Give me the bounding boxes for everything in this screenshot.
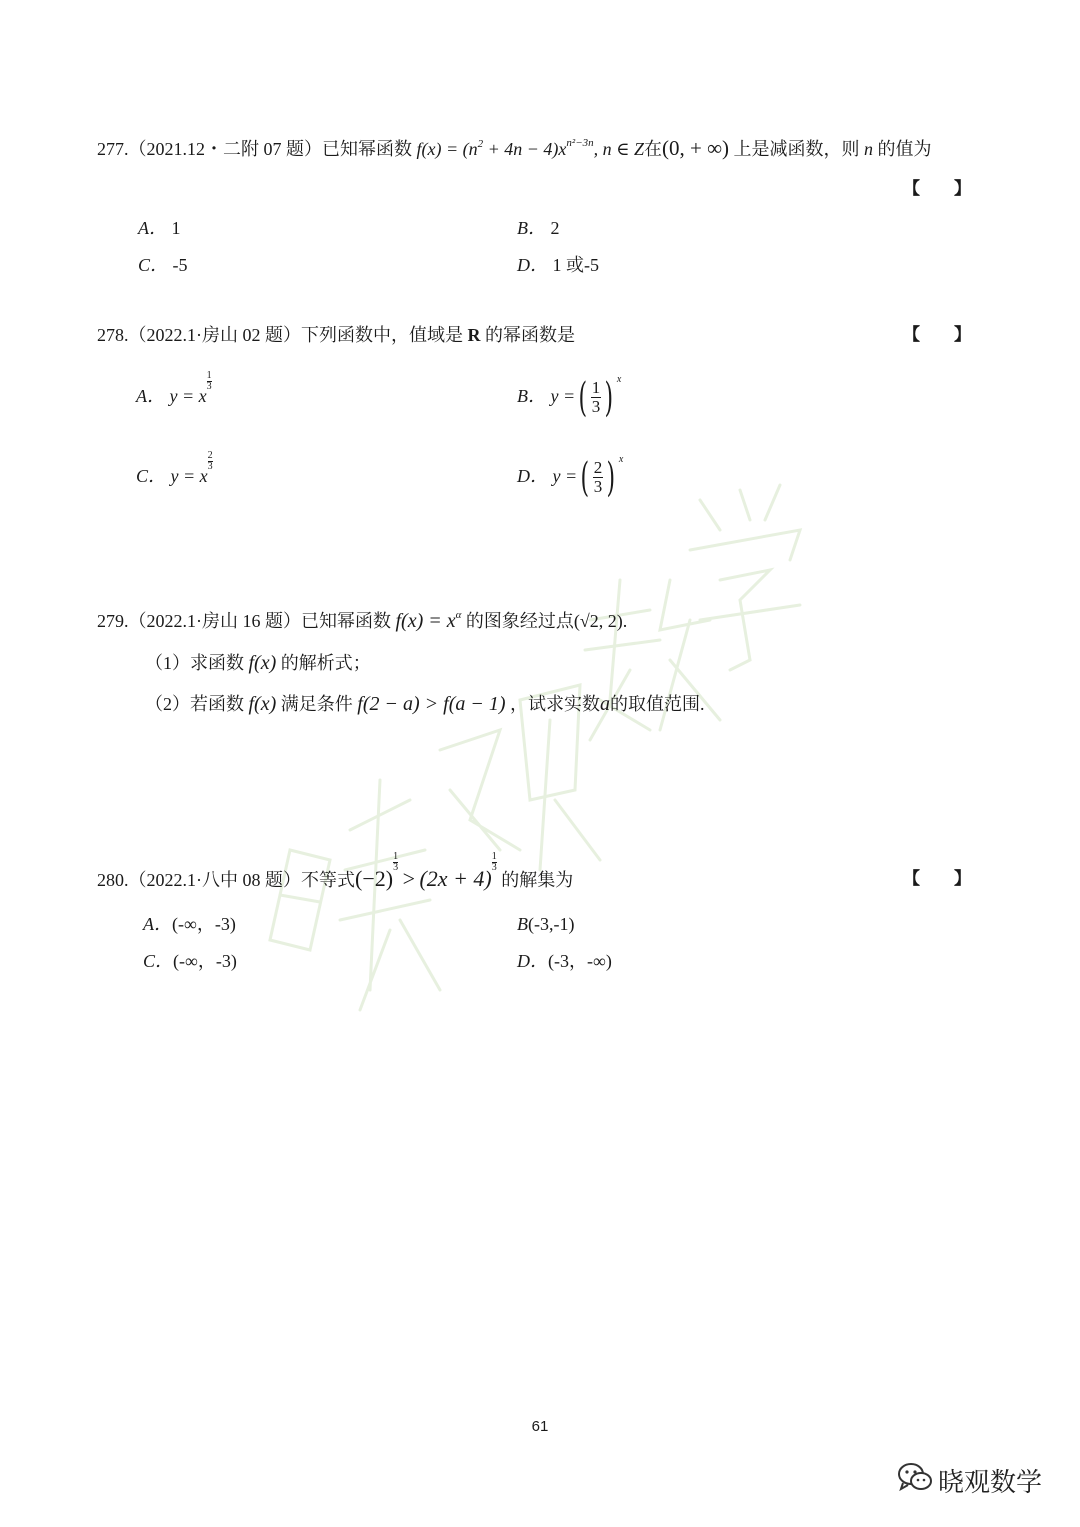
option-a: A．(-∞，-3) bbox=[143, 914, 236, 934]
stem-text: 的值为 bbox=[877, 139, 932, 159]
question-source: （2022.1·房山 16 题） bbox=[128, 611, 301, 631]
question-280-stem: 280.（2022.1·八中 08 题）不等式(−2) $\frac{1}{3}$ > (2x + 4) $\frac{1}{3}$ 的解集为 bbox=[97, 851, 574, 891]
option-d: D． 1 或-5 bbox=[517, 255, 599, 275]
option-d: D． y =( $\frac{2}{3}$ ) $^x$ bbox=[517, 454, 624, 501]
exponent: n²−3n bbox=[566, 137, 594, 149]
interval: (0, + ∞) bbox=[661, 136, 730, 160]
option-c: C． -5 bbox=[138, 255, 188, 275]
stem-text: 已知幂函数 bbox=[301, 611, 391, 631]
option-c: C． y = x $\frac{2}{3}$ bbox=[136, 450, 213, 486]
page-number: 61 bbox=[531, 1418, 549, 1435]
wechat-icon bbox=[897, 1462, 933, 1492]
stem-text: 下列函数中，值域是 bbox=[301, 325, 463, 345]
stem-text: 不等式 bbox=[301, 870, 355, 890]
option-d: D．(-3，-∞) bbox=[517, 951, 612, 971]
stem-text: 的解集为 bbox=[501, 870, 574, 890]
question-source: （2022.1·八中 08 题） bbox=[128, 870, 301, 890]
variable: n bbox=[864, 139, 874, 159]
option-a: A． 1 bbox=[138, 218, 181, 238]
stem-text: 在 bbox=[643, 139, 662, 159]
option-b: B． y =( $\frac{1}{3}$ ) $^x$ bbox=[517, 374, 622, 421]
question-number: 277. bbox=[97, 139, 129, 159]
point: (√2, 2) bbox=[573, 611, 623, 631]
stem-text: 的幂函数是 bbox=[485, 325, 575, 345]
question-source: （2021.12・二附 07 题） bbox=[128, 139, 322, 159]
option-b: B． 2 bbox=[517, 218, 560, 238]
question-278-stem bbox=[97, 324, 575, 346]
stem-text: 的图象经过点 bbox=[465, 611, 574, 631]
formula: $f(x) = x^\alpha$ bbox=[395, 609, 462, 632]
question-277-stem bbox=[97, 137, 932, 163]
brand-name: 晓观数学 bbox=[938, 1468, 1043, 1498]
question-source: （2022.1·房山 02 题） bbox=[128, 325, 301, 345]
question-number: 279. bbox=[97, 611, 129, 631]
option-c: C．(-∞，-3) bbox=[143, 951, 237, 971]
question-number: 280. bbox=[97, 870, 129, 890]
answer-bracket: 【 】 bbox=[903, 869, 971, 889]
question-279-part-1: （1）求函数 f(x) 的解析式； bbox=[145, 652, 371, 674]
real-set: R bbox=[467, 325, 481, 345]
question-number: 278. bbox=[97, 325, 129, 345]
option-a: A． y = x $\frac{1}{3}$ bbox=[136, 370, 212, 406]
option-b: B(-3,-1) bbox=[517, 914, 575, 934]
inequality-rhs: (2x + 4) bbox=[419, 866, 492, 891]
inequality-lhs: (−2) bbox=[355, 866, 394, 891]
question-279-stem: 279.（2022.1·房山 16 题）已知幂函数 $f(x) = x^\alpha$ 的图象经过点(√2, 2). bbox=[97, 609, 628, 632]
formula: $f(x) = (n^2 + 4n - 4)x^{n^2-3n}$, n ∈ Z bbox=[416, 137, 644, 159]
answer-bracket: 【 】 bbox=[903, 179, 971, 199]
stem-text: 上是减函数，则 bbox=[733, 139, 860, 159]
question-279-part-2: （2）若函数 f(x) 满足条件 f(2 − a) > f(a − 1) ，试求实数a的取值范围. bbox=[145, 693, 705, 715]
answer-bracket: 【 】 bbox=[903, 325, 971, 345]
stem-text: 已知幂函数 bbox=[322, 139, 412, 159]
